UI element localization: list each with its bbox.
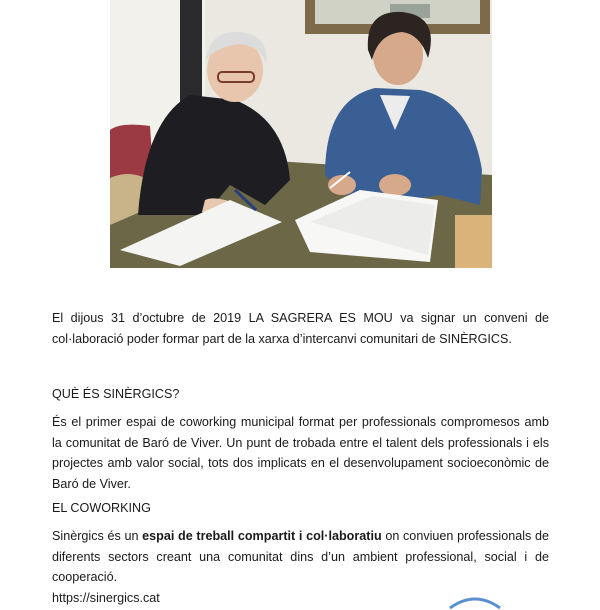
coworking-body-end: on conviuen professionals de diferents sectors creant una comunitat dins d’un ambient professional, social i de cooperació. xyxy=(52,529,549,584)
signing-photo xyxy=(110,0,492,268)
section-body-que-es: És el primer espai de coworking municipal format per professionals compromesos amb la comunitat de Baró de Viver. Un punt de trobada entre el talent dels professionals i els projectes amb valor social, tots dos implicats en el desenvolupament socioeconòmic de Baró de Viver. xyxy=(52,415,549,491)
coworking-body-bold: espai de treball compartit i col·laboratiu xyxy=(142,529,382,543)
intro-paragraph: El dijous 31 d’octubre de 2019 LA SAGRERA ES MOU va signar un conveni de col·laboració poder formar part de la xarxa d’intercanvi comunitari de SINÈRGICS. xyxy=(52,311,549,346)
section-body-coworking xyxy=(52,526,549,588)
logo-arc-icon xyxy=(445,590,505,610)
coworking-body-start: Sinèrgics és un xyxy=(52,529,143,543)
section-heading-que-es: QUÈ ÉS SINÈRGICS? xyxy=(52,387,180,401)
website-link[interactable]: https://sinergics.cat xyxy=(52,591,160,605)
section-heading-coworking: EL COWORKING xyxy=(52,501,151,515)
